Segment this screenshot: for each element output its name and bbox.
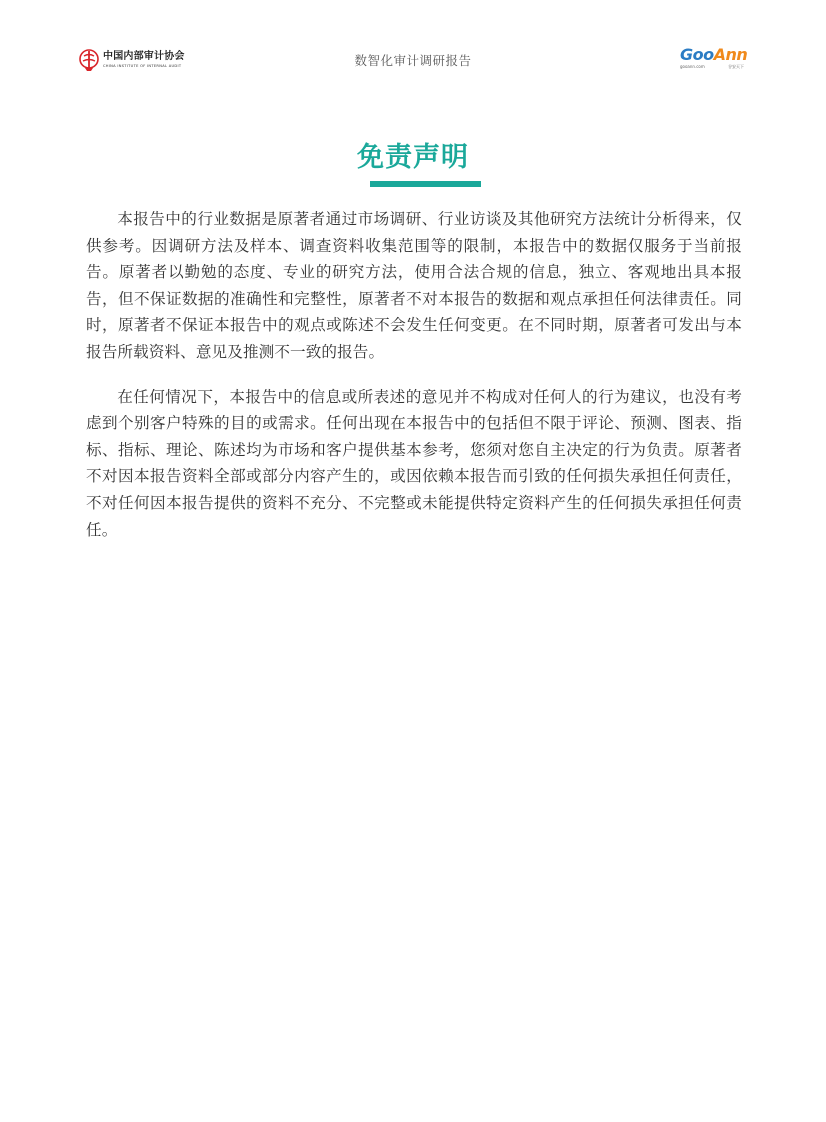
gooann-logo (680, 47, 750, 73)
org-name-cn: 中国内部审计协会 (103, 51, 185, 62)
page-header (0, 0, 826, 80)
brand-ann: Ann (713, 45, 748, 64)
disclaimer-paragraph: 本报告中的行业数据是原著者通过市场调研、行业访谈及其他研究方法统计分析得来，仅供参考。因调研方法及样本、调查资料收集范围等的限制，本报告中的数据仅服务于当前报告。原著者以勤勉的态度、专业的研究方法，使用合法合规的信息，独立、客观地出具本报告，但不保证数据的准确性和完整性，原著者不对本报告的数据和观点承担任何法律责任。同时，原著者不保证本报告中的观点或陈述不会发生任何变更。在不同时期，原著者可发出与本报告所载资料、意见及推测不一致的报告。 (86, 210, 742, 361)
disclaimer-body (86, 206, 742, 561)
org-name-en: CHINA INSTITUTE OF INTERNAL AUDIT (103, 64, 182, 68)
report-title: 数智化审计调研报告 (354, 53, 472, 68)
gooann-wordmark (680, 47, 750, 63)
page-title: 免责声明 (357, 142, 469, 173)
title-underline (370, 181, 481, 187)
brand-sub-right: 谷安天下 (728, 64, 744, 69)
brand-goo: Goo (680, 45, 714, 64)
brand-sub-left: gooann.com (680, 64, 705, 69)
disclaimer-paragraph: 在任何情况下，本报告中的信息或所表述的意见并不构成对任何人的行为建议，也没有考虑到个别客户特殊的目的或需求。任何出现在本报告中的包括但不限于评论、预测、图表、指标、指标、理论、陈述均为市场和客户提供基本参考，您须对您自主决定的行为负责。原著者不对因本报告资料全部或部分内容产生的，或因依赖本报告而引致的任何损失承担任何责任，不对任何因本报告提供的资料不充分、不完整或未能提供特定资料产生的任何损失承担任何责任。 (86, 387, 742, 539)
